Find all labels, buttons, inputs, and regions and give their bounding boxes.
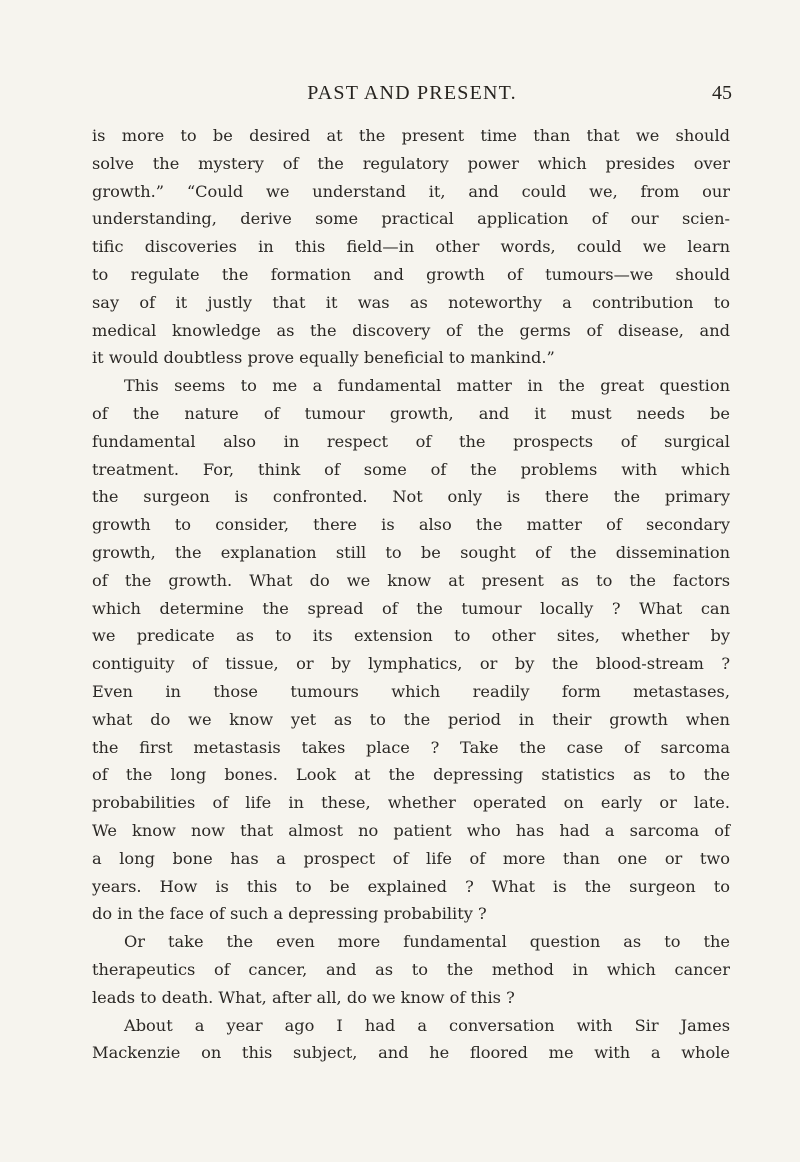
text-line: a long bone has a prospect of life of more than one or two <box>92 848 730 868</box>
text-line: solve the mystery of the regulatory power which presides over <box>92 153 730 173</box>
text-line: leads to death. What, after all, do we know of this ? <box>92 987 515 1007</box>
text-line: Even in those tumours which readily form metastases, <box>92 681 730 701</box>
text-line: what do we know yet as to the period in their growth when <box>92 709 730 729</box>
text-line: growth to consider, there is also the matter of secondary <box>92 515 730 535</box>
text-line: treatment. For, think of some of the problems with which <box>92 459 730 479</box>
running-head <box>92 82 732 112</box>
running-title: PAST AND PRESENT. <box>307 82 517 104</box>
text-line: growth, the explanation still to be sought of the dissemination <box>92 542 730 562</box>
text-line: is more to be desired at the present time than that we should <box>92 126 730 145</box>
text-line: tific discoveries in this field—in other words, could we learn <box>92 237 730 257</box>
text-line: which determine the spread of the tumour locally ? What can <box>92 598 730 618</box>
text-line: the surgeon is confronted. Not only is there the primary <box>92 487 730 507</box>
text-line: it would doubtless prove equally beneficial to mankind.” <box>92 348 555 368</box>
text-line: years. How is this to be explained ? What is the surgeon to <box>92 876 730 896</box>
text-line: fundamental also in respect of the prospects of surgical <box>92 431 730 451</box>
text-line: of the long bones. Look at the depressing statistics as to the <box>92 765 730 785</box>
text-line: About a year ago I had a conversation with Sir James <box>124 1015 730 1035</box>
text-line: This seems to me a fundamental matter in the great question <box>124 376 730 396</box>
text-line: contiguity of tissue, or by lymphatics, or by the blood-stream ? <box>92 654 730 674</box>
text-line: medical knowledge as the discovery of the germs of disease, and <box>92 320 730 340</box>
text-line: the first metastasis takes place ? Take the case of sarcoma <box>92 737 730 757</box>
text-line: to regulate the formation and growth of tumours—we should <box>92 264 730 284</box>
text-line: say of it justly that it was as noteworthy a contribution to <box>92 292 730 312</box>
text-line: We know now that almost no patient who has had a sarcoma of <box>92 820 730 840</box>
text-line: we predicate as to its extension to other sites, whether by <box>92 626 730 646</box>
text-line: therapeutics of cancer, and as to the method in which cancer <box>92 959 730 979</box>
body-text <box>92 122 730 1067</box>
text-line: of the nature of tumour growth, and it must needs be <box>92 403 730 423</box>
page-number: 45 <box>712 82 732 104</box>
text-line: do in the face of such a depressing probability ? <box>92 904 487 924</box>
text-line: Mackenzie on this subject, and he floored me with a whole <box>92 1043 730 1063</box>
text-line: probabilities of life in these, whether operated on early or late. <box>92 793 730 813</box>
text-line: Or take the even more fundamental question as to the <box>124 932 730 952</box>
text-line: understanding, derive some practical application of our scien- <box>92 209 730 229</box>
text-line: of the growth. What do we know at present as to the factors <box>92 570 730 590</box>
text-line: growth.” “Could we understand it, and could we, from our <box>92 181 730 201</box>
